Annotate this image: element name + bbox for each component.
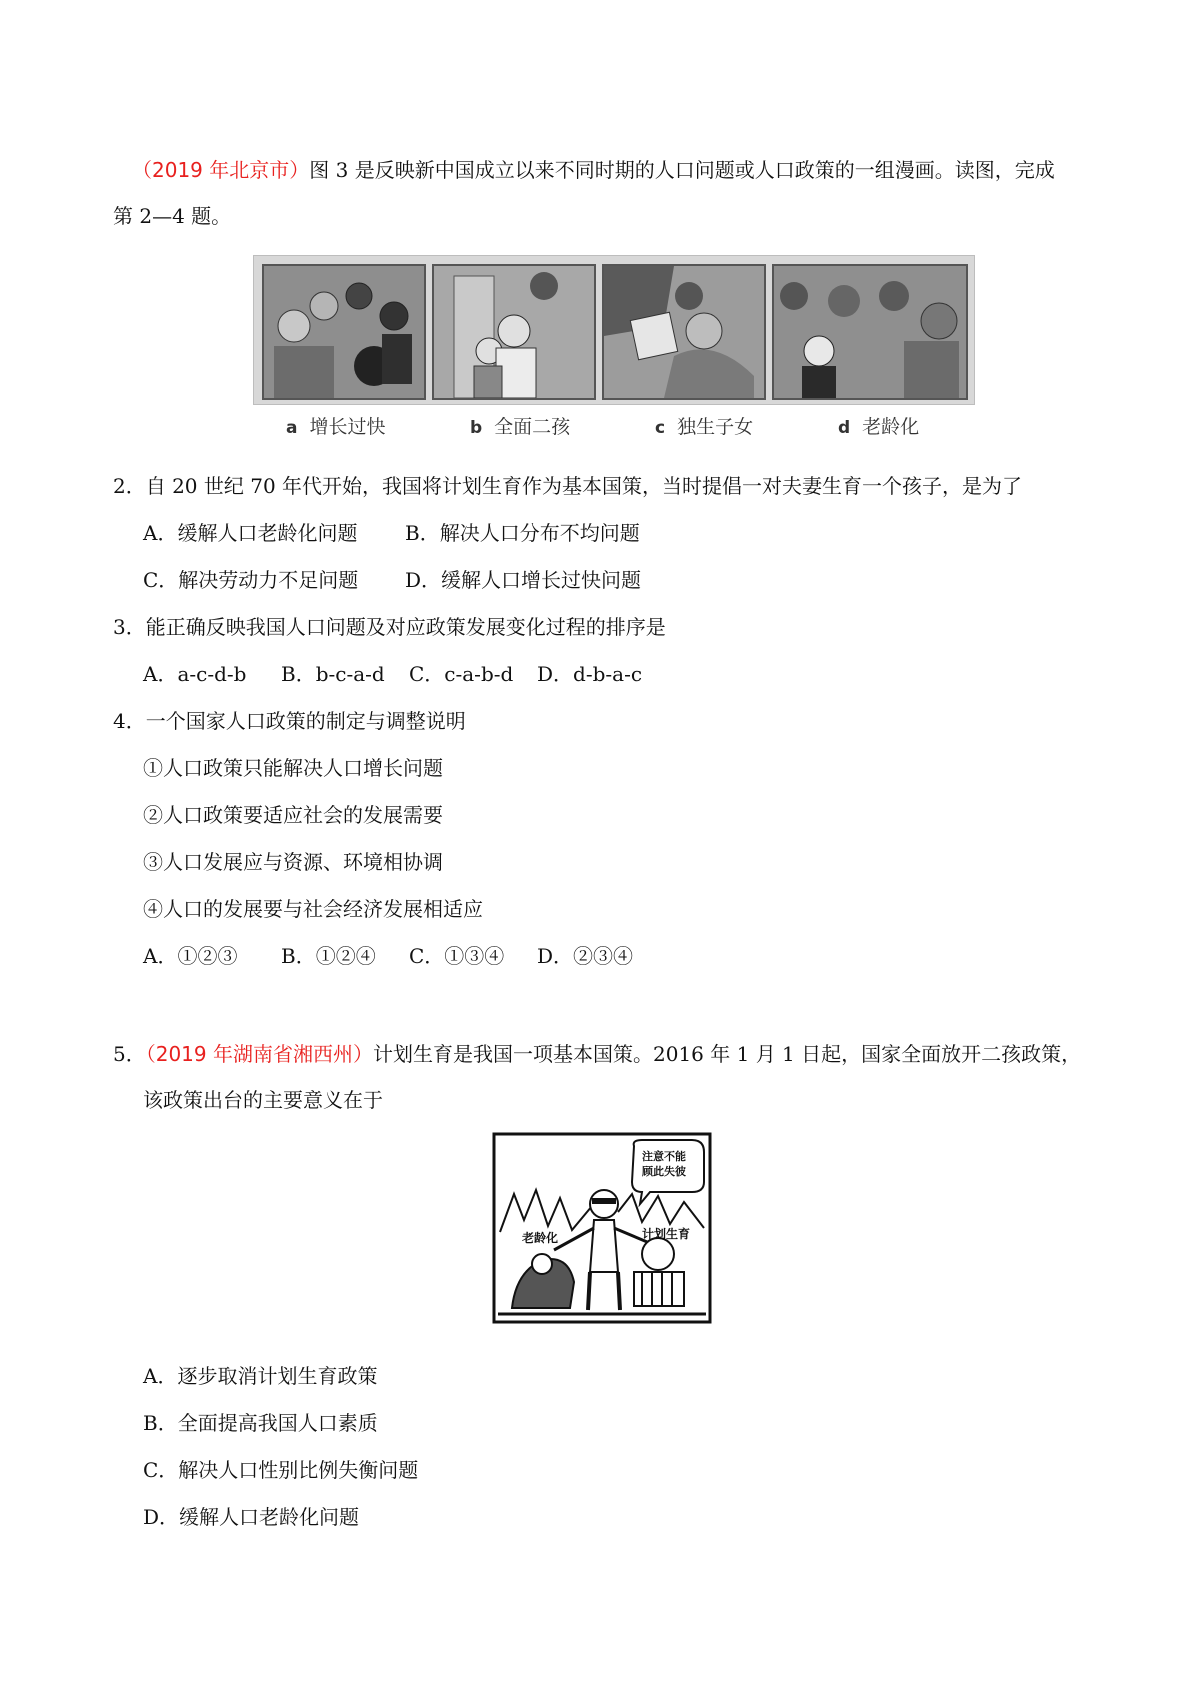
cartoon-panel-c	[602, 264, 766, 400]
q3-option-b: B．b-c-a-d	[281, 662, 385, 686]
q2-option-b: B．解决人口分布不均问题	[405, 521, 640, 545]
q4-option-c: C．①③④	[409, 944, 505, 968]
cartoon-panel-a	[262, 264, 426, 400]
intro-line-1	[132, 156, 1055, 184]
q3-stem: 3．能正确反映我国人口问题及对应政策发展变化过程的排序是	[113, 615, 666, 639]
q2-options-row-1	[143, 519, 640, 547]
caption-c	[655, 412, 753, 439]
caption-c-label: 独生子女	[677, 416, 754, 438]
q5-option-d: D．缓解人口老龄化问题	[143, 1505, 360, 1529]
caption-b-letter: b	[470, 418, 483, 438]
q4-item-4: ④人口的发展要与社会经济发展相适应	[143, 897, 483, 921]
q5-text-2: 该政策出台的主要意义在于	[143, 1088, 383, 1112]
cartoon-panel-b	[432, 264, 596, 400]
q4-option-a: A．①②③	[143, 944, 238, 968]
q4-options-row	[143, 942, 633, 970]
caption-d	[838, 412, 919, 439]
q4-item-3: ③人口发展应与资源、环境相协调	[143, 850, 443, 874]
q5-cartoon-figure	[492, 1132, 712, 1324]
q5-option-b: B．全面提高我国人口素质	[143, 1411, 378, 1435]
q5-cartoon-bubble-line2: 顾此失彼	[642, 1165, 686, 1178]
cartoon-panel-d	[772, 264, 968, 400]
q5-text-1: 计划生育是我国一项基本国策。2016 年 1 月 1 日起，国家全面放开二孩政策，	[373, 1042, 1082, 1066]
caption-a-label: 增长过快	[309, 416, 386, 438]
caption-b-label: 全面二孩	[494, 416, 571, 438]
q2-option-a: A．缓解人口老龄化问题	[143, 521, 358, 545]
caption-a	[286, 412, 386, 439]
q3-option-c: C．c-a-b-d	[409, 662, 514, 686]
q4-item-2: ②人口政策要适应社会的发展需要	[143, 803, 443, 827]
intro-text-2: 第 2—4 题。	[113, 204, 232, 228]
caption-d-label: 老龄化	[862, 416, 920, 438]
q5-number: 5．	[113, 1042, 146, 1066]
q5-source: （2019 年湖南省湘西州）	[145, 1042, 373, 1066]
q5-cartoon-right-label: 计划生育	[642, 1227, 691, 1241]
q2-options-row-2	[143, 566, 641, 594]
q5-option-a: A．逐步取消计划生育政策	[143, 1364, 378, 1388]
q3-option-d: D．d-b-a-c	[537, 662, 643, 686]
caption-c-letter: c	[655, 418, 666, 438]
q3-option-a: A．a-c-d-b	[143, 662, 247, 686]
caption-d-letter: d	[838, 418, 851, 438]
q5-cartoon-bubble-line1: 注意不能	[642, 1150, 686, 1163]
q3-options-row	[143, 660, 642, 688]
q4-stem: 4．一个国家人口政策的制定与调整说明	[113, 709, 466, 733]
caption-b	[470, 412, 570, 439]
cartoon-strip-figure	[253, 255, 975, 405]
q4-option-b: B．①②④	[281, 944, 376, 968]
q2-option-d: D．缓解人口增长过快问题	[405, 568, 642, 592]
intro-text-1: 图 3 是反映新中国成立以来不同时期的人口问题或人口政策的一组漫画。读图，完成	[309, 158, 1055, 182]
q5-option-c: C．解决人口性别比例失衡问题	[143, 1458, 419, 1482]
q4-option-d: D．②③④	[537, 944, 634, 968]
q5-cartoon-left-label: 老龄化	[522, 1231, 559, 1245]
intro-source: （2019 年北京市）	[132, 158, 310, 182]
q4-item-1: ①人口政策只能解决人口增长问题	[143, 756, 443, 780]
q5-line-1	[113, 1040, 1081, 1068]
q2-stem: 2．自 20 世纪 70 年代开始，我国将计划生育作为基本国策，当时提倡一对夫妻生育一个孩子，是为了	[113, 474, 1023, 498]
q2-option-c: C．解决劳动力不足问题	[143, 568, 359, 592]
caption-a-letter: a	[286, 418, 298, 438]
